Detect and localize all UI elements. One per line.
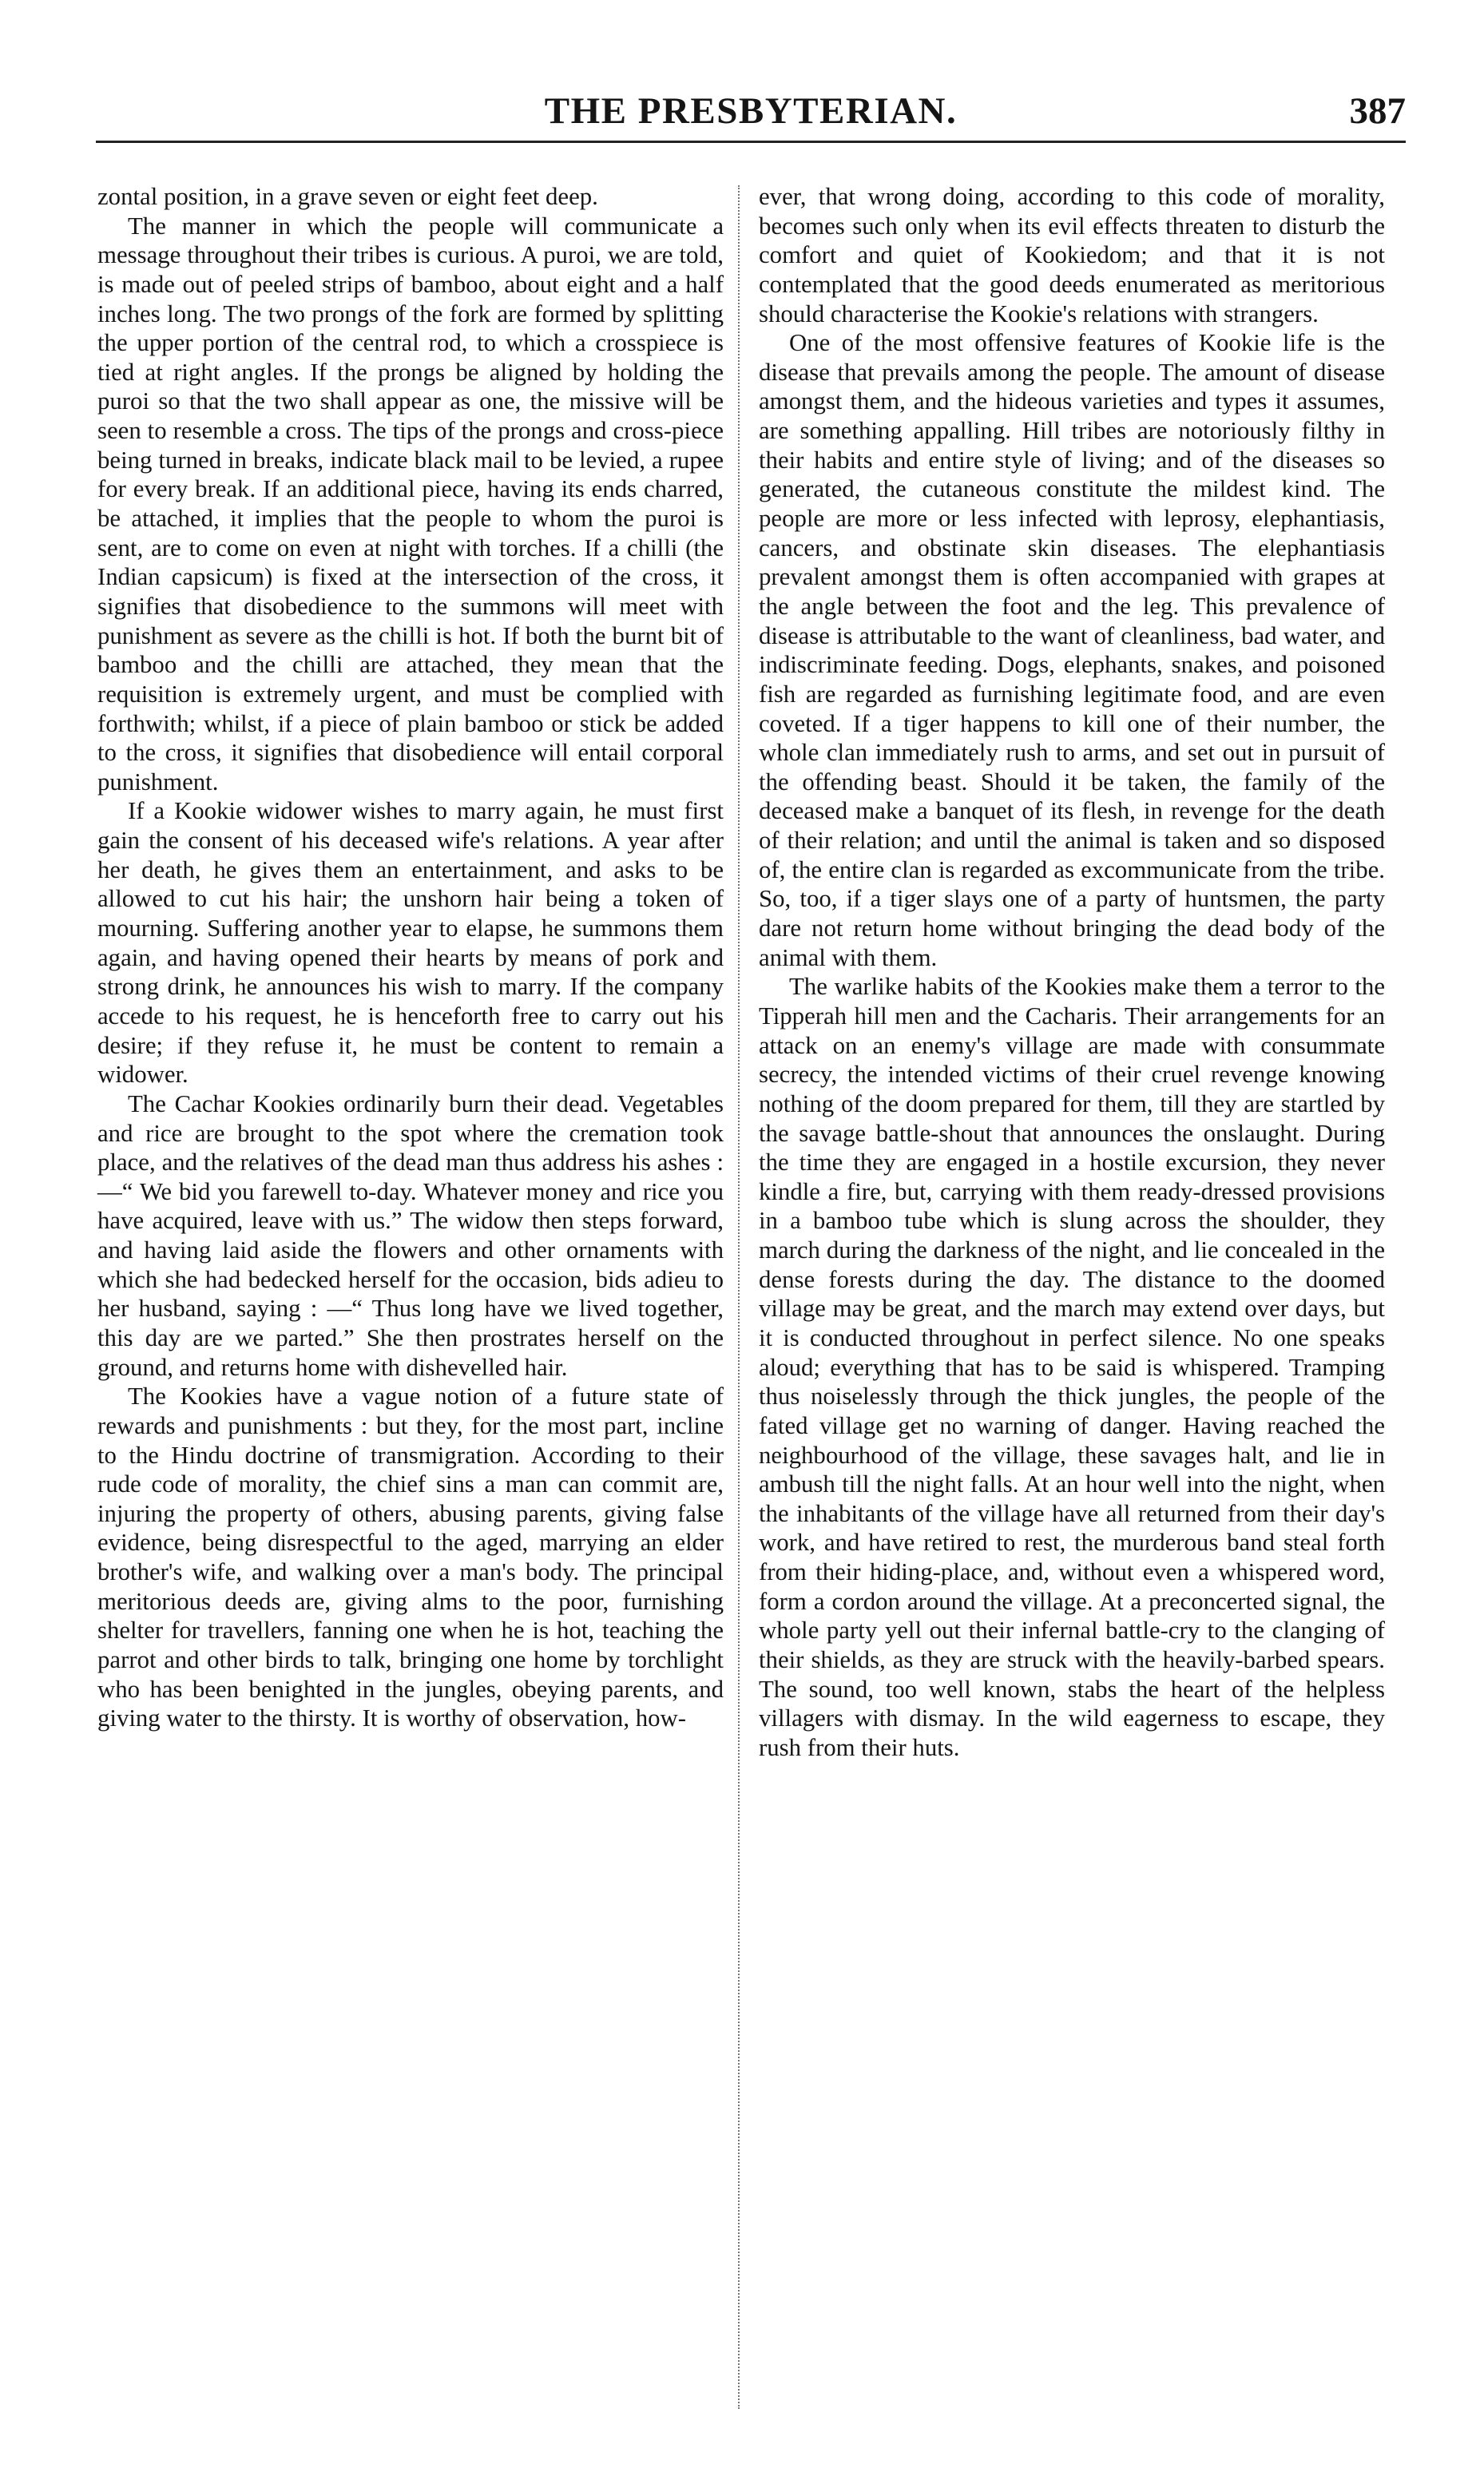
header-rule xyxy=(96,141,1406,143)
column-divider xyxy=(738,185,740,2409)
running-head xyxy=(96,89,1406,137)
paragraph: zontal position, in a grave seven or eight feet deep. xyxy=(97,183,598,210)
paragraph: The Kookies have a vague notion of a future state of rewards and punishments : but they, for the most part, incline to the Hindu doctrine of transmigration. According to their rude code of morality, the chief sins a man can commit are, injuring the property of others, abusing parents, giving false evidence, being disrespectful to the aged, marrying an elder brother's wife, and walking over a man's body. The principal meritorious deeds are, giving alms to the poor, furnishing shelter for travellers, fanning one when he is hot, teaching the parrot and other birds to talk, bringing one home by torchlight who has been benighted in the jungles, obeying parents, and giving water to the thirsty. It is worthy of observation, how- xyxy=(97,1383,724,1732)
journal-title: THE PRESBYTERIAN. xyxy=(544,90,958,132)
right-column xyxy=(759,182,1385,1763)
paragraph: The Cachar Kookies ordinarily burn their dead. Vegetables and rice are brought to the spot where the cremation took place, and the relatives of the dead man thus address his ashes :—“ We bid you farewell to-day. Whatever money and rice you have acquired, leave with us.” The widow then steps forward, and having laid aside the flowers and other ornaments with which she had bedecked herself for the occasion, bids adieu to her husband, saying : —“ Thus long have we lived together, this day are we parted.” She then prostrates herself on the ground, and returns home with dishevelled hair. xyxy=(97,1089,724,1381)
left-column xyxy=(97,182,724,1733)
page-number: 387 xyxy=(1349,90,1406,132)
paragraph: One of the most offensive features of Kookie life is the disease that prevails among the people. The amount of disease amongst them, and the hideous varieties and types it assumes, are something appalling. Hill tribes are notoriously filthy in their habits and entire style of living; and of the diseases so generated, the cutaneous constitute the mildest kind. The people are more or less infected with leprosy, elephantiasis, cancers, and obstinate skin diseases. The elephantiasis prevalent amongst them is often accompanied with grapes at the angle between the foot and the leg. This prevalence of disease is attributable to the want of cleanliness, bad water, and indiscriminate feeding. Dogs, elephants, snakes, and poisoned fish are regarded as furnishing legitimate food, and are even coveted. If a tiger happens to kill one of their number, the whole clan immediately rush to arms, and set out in pursuit of the offending beast. Should it be taken, the family of the deceased make a banquet of its flesh, in revenge for the death of their relation; and until the animal is taken and so disposed of, the entire clan is regarded as excommunicate from the tribe. So, too, if a tiger slays one of a party of huntsmen, the party dare not return home without bringing the dead body of the animal with them. xyxy=(759,329,1385,971)
paragraph: ever, that wrong doing, according to this code of morality, becomes such only when its evil effects threaten to disturb the comfort and quiet of Kookiedom; and that it is not contemplated that the good deeds enumerated as meritorious should characterise the Kookie's relations with strangers. xyxy=(759,183,1385,327)
paragraph: The manner in which the people will communicate a message throughout their tribes is curious. A puroi, we are told, is made out of peeled strips of bamboo, about eight and a half inches long. The two prongs of the fork are formed by splitting the upper portion of the central rod, to which a crosspiece is tied at right angles. If the prongs be aligned by holding the puroi so that the two shall appear as one, the missive will be seen to resemble a cross. The tips of the prongs and cross-piece being turned in breaks, indicate black mail to be levied, a rupee for every break. If an additional piece, having its ends charred, be attached, it implies that the people to whom the puroi is sent, are to come on even at night with torches. If a chilli (the Indian capsicum) is fixed at the intersection of the cross, it signifies that disobedience to the summons will meet with punishment as severe as the chilli is hot. If both the burnt bit of bamboo and the chilli are attached, they mean that the requisition is extremely urgent, and must be complied with forthwith; whilst, if a piece of plain bamboo or stick be added to the cross, it signifies that disobedience will entail corporal punishment. xyxy=(97,212,724,796)
paragraph: The warlike habits of the Kookies make them a terror to the Tipperah hill men and the Cacharis. Their arrangements for an attack on an enemy's village are made with consummate secrecy, the intended victims of their cruel revenge knowing nothing of the doom prepared for them, till they are startled by the savage battle-shout that announces the onslaught. During the time they are engaged in a hostile excursion, they never kindle a fire, but, carrying with them ready-dressed provisions in a bamboo tube which is slung across the shoulder, they march during the darkness of the night, and lie concealed in the dense forests during the day. The distance to the doomed village may be great, and the march may extend over days, but it is conducted throughout in perfect silence. No one speaks aloud; everything that has to be said is whispered. Tramping thus noiselessly through the thick jungles, the people of the fated village get no warning of danger. Having reached the neighbourhood of the village, these savages halt, and lie in ambush till the night falls. At an hour well into the night, when the inhabitants of the village have all returned from their day's work, and have retired to rest, the murderous band steal forth from their hiding-place, and, without even a whispered word, form a cordon around the village. At a preconcerted signal, the whole party yell out their infernal battle-cry to the clanging of their shields, as they are struck with the heavily-barbed spears. The sound, too well known, stabs the heart of the helpless villagers with dismay. In the wild eagerness to escape, they rush from their huts. xyxy=(759,973,1385,1761)
paragraph: If a Kookie widower wishes to marry again, he must first gain the consent of his deceased wife's relations. A year after her death, he gives them an entertainment, and asks to be allowed to cut his hair; the unshorn hair being a token of mourning. Suffering another year to elapse, he summons them again, and having opened their hearts by means of pork and strong drink, he announces his wish to marry. If the company accede to his request, he is henceforth free to carry out his desire; if they refuse it, he must be content to remain a widower. xyxy=(97,797,724,1089)
